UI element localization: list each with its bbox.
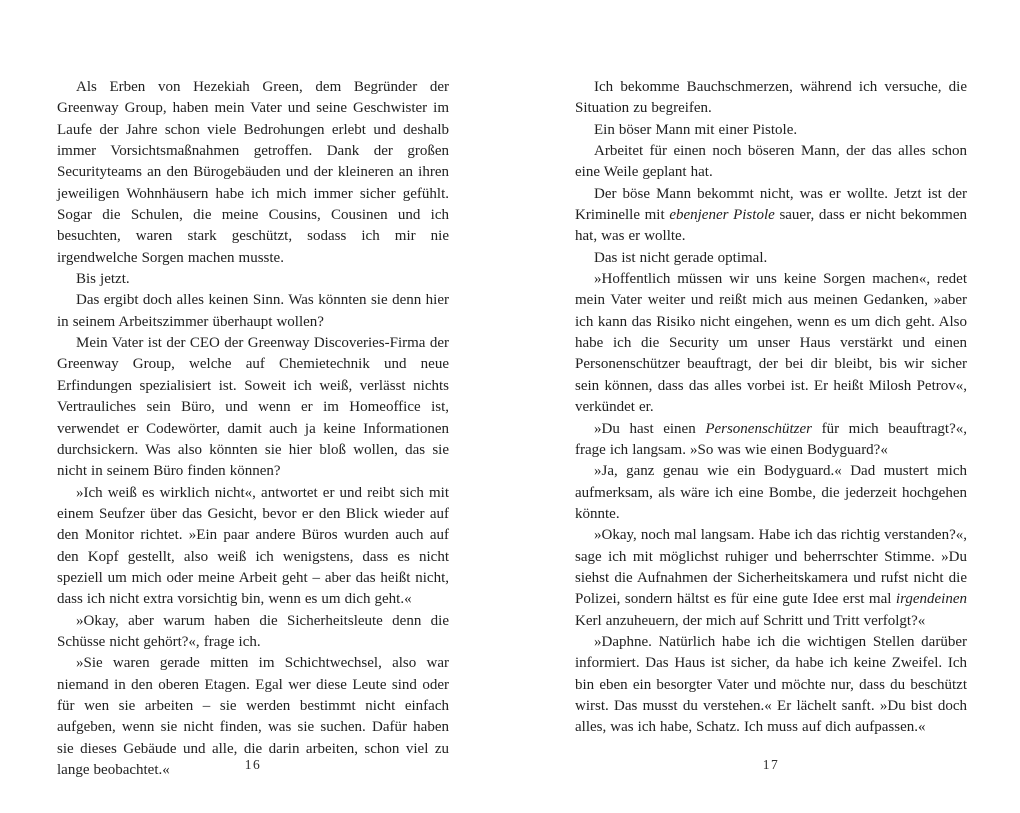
text-segment: »Okay, noch mal langsam. Habe ich das richtig verstanden?«, sage ich mit möglichst ruhiger und beherrschter Stimme. »Du siehst die Aufnahmen der Sicherheitskamera und rufst nicht die Polizei, sondern hältst es für eine gute Idee erst mal [575,527,967,608]
text-segment: Arbeitet für einen noch böseren Mann, der das alles schon eine Weile geplant hat. [575,143,967,181]
text-segment: sauer, dass er nicht bekommen hat, was er wollte. [575,207,967,245]
text-segment: Bis jetzt. [76,271,130,288]
text-segment: Das ergibt doch alles keinen Sinn. Was könnten sie denn hier in seinem Arbeitszimmer überhaupt wollen? [57,292,449,330]
text-segment: Als Erben von Hezekiah Green, dem Begründer der Greenway Group, haben mein Vater und seine Geschwister im Laufe der Jahre schon viele Bedrohungen erlebt und deshalb immer Vorsichtsmaßnahmen getroffen. Dank der großen Securityteams an den Bürogebäuden und der kleineren an ihren jeweiligen Wohnhäusern habe ich mich immer sicher gefühlt. Sogar die Schulen, die meine Cousins, Cousinen und ich besuchten, waren stark geschützt, sodass ich mir nie irgendwelche Sorgen machen musste. [57,79,449,266]
italic-text-segment: Personenschützer [705,420,812,437]
text-segment: »Sie waren gerade mitten im Schichtwechsel, also war niemand in den oberen Etagen. Egal wer diese Leute sind oder für wen sie arbeiten – sie werden bestimmt nicht einfach aufgeben, wenn sie nicht finden, was sie suchen. Dafür haben sie dieses Gebäude und alle, die darin arbeiten, schon viel zu lange beobachtet.« [57,655,449,778]
text-segment: »Ja, ganz genau wie ein Bodyguard.« Dad mustert mich aufmerksam, als wäre ich eine Bombe, die jederzeit hochgehen könnte. [575,463,967,522]
text-segment: Das ist nicht gerade optimal. [594,249,768,266]
paragraph [575,120,967,141]
paragraph [575,632,967,739]
italic-text-segment: ebenjener Pistole [669,207,775,224]
paragraph [57,290,449,333]
italic-text-segment: irgendeinen [895,591,967,608]
left-page [57,0,449,813]
text-segment: Ein böser Mann mit einer Pistole. [594,121,798,138]
text-segment: Der böse Mann bekommt nicht, was er wollte. Jetzt ist der Kriminelle mit [575,185,967,224]
text-segment: »Daphne. Natürlich habe ich die wichtigen Stellen darüber informiert. Das Haus ist sicher, da habe ich keine Zweifel. Ich bin eben ein besorgter Vater und möchte nur, dass du beschützt wirst. Das musst du verstehen.« Er lächelt sanft. »Du bist doch alles, was ich habe, Schatz. Ich muss auf dich aufpassen.« [575,633,967,736]
text-segment: »Du hast einen [594,420,706,437]
text-segment: »Ich weiß es wirklich nicht«, antwortet er und reibt sich mit einem Seufzer über das Gesicht, bevor er den Blick wieder auf den Monitor richtet. »Ein paar andere Büros wurden auch auf den Kopf gestellt, also weiß ich wenigstens, dass es nicht speziell um mich oder meine Arbeit geht – aber das heißt nicht, dass ich nicht extra vorsichtig bin, wenn es um dich geht.« [57,484,449,608]
paragraph [57,333,449,482]
paragraph [575,141,967,184]
paragraph [575,77,967,120]
right-page-number: 17 [762,757,780,772]
paragraph [575,184,967,248]
text-segment: »Okay, aber warum haben die Sicherheitsleute denn die Schüsse nicht gehört?«, frage ich. [57,612,449,650]
text-segment: »Hoffentlich müssen wir uns keine Sorgen machen«, redet mein Vater weiter und reißt mich aus meinen Gedanken, »aber ich kann das Risiko nicht eingehen, wenn es um dich geht. Also habe ich die Security um unser Haus verstärkt und einen Personenschützer beauftragt, der bei dir bleibt, bis wir sicher sein können, dass das alles vorbei ist. Er heißt Milosh Petrov«, verkündet er. [575,271,967,416]
paragraph [575,419,967,462]
paragraph [57,611,449,654]
paragraph [575,248,967,269]
left-page-number: 16 [244,757,262,772]
text-segment: Kerl anzuheuern, der mich auf Schritt und Tritt verfolgt?« [575,612,926,629]
paragraph [575,461,967,525]
paragraph [575,525,967,632]
paragraph [57,77,449,269]
right-page-text [575,77,967,739]
text-segment: Ich bekomme Bauchschmerzen, während ich versuche, die Situation zu begreifen. [575,79,967,117]
paragraph [57,269,449,290]
text-segment: für mich beauftragt?«, frage ich langsam. »So was wie einen Bodyguard?« [575,420,967,458]
paragraph [57,483,449,611]
paragraph [575,269,967,418]
right-page [575,0,967,813]
left-page-text [57,77,449,781]
text-segment: Mein Vater ist der CEO der Greenway Discoveries-Firma der Greenway Group, welche auf Chemietechnik und neue Erfindungen spezialisiert ist. Soweit ich weiß, verlässt nichts Vertrauliches sein Büro, und wenn er im Homeoffice ist, verwendet er Codewörter, damit auch ja keine Informationen durchsickern. Was also könnten sie hier bloß wollen, das sie nicht in seinem Büro finden können? [57,335,449,480]
